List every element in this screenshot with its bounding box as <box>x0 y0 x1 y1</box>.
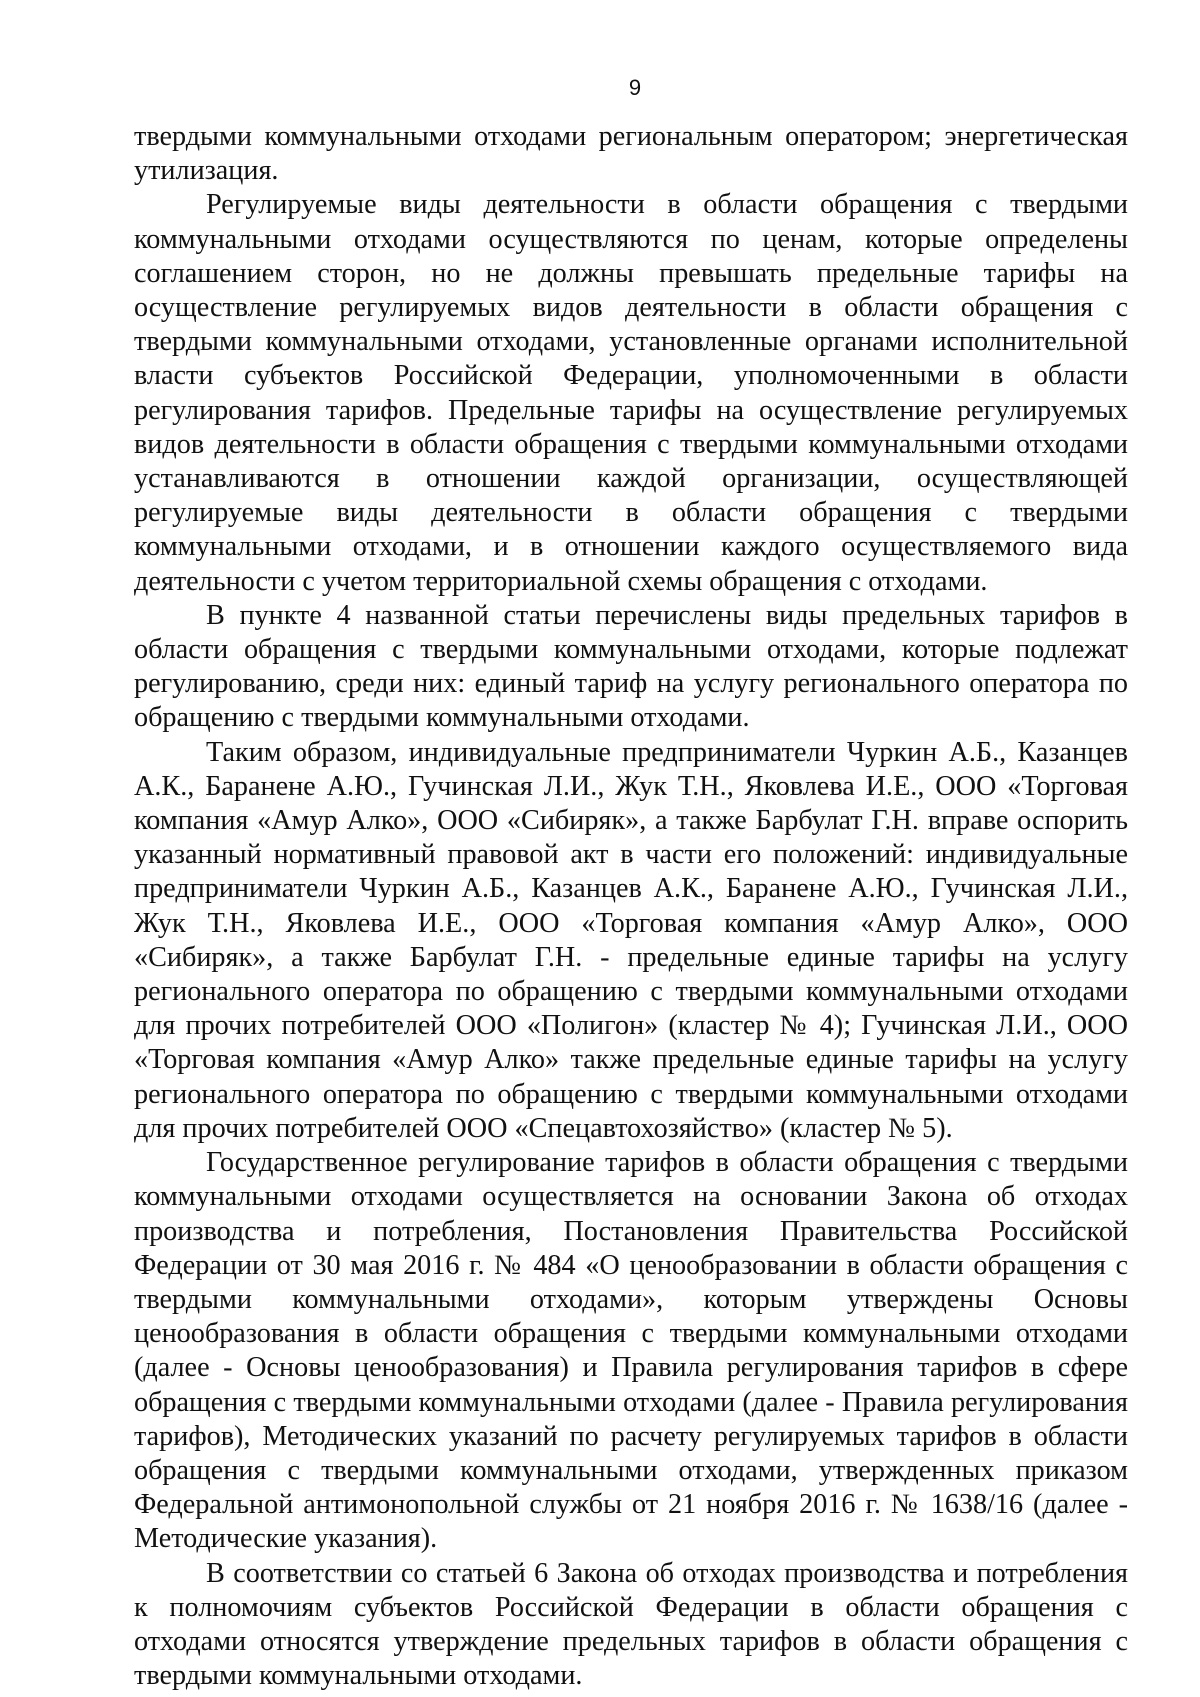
paragraph-continuation: твердыми коммунальными отходами региональным оператором; энергетическая утилизация. <box>134 121 1128 187</box>
document-body <box>134 120 1128 1693</box>
paragraph-article-6: В соответствии со статьей 6 Закона об отходах производства и потребления к полномочиям субъектов Российской Федерации в области обращения с отходами относятся утверждение предельных тарифов в области обращения с твердыми коммунальными отходами. <box>134 1557 1128 1692</box>
page-number: 9 <box>628 75 642 100</box>
paragraph-tariff-types: В пункте 4 названной статьи перечислены виды предельных тарифов в области обращения с твердыми коммунальными отходами, которые подлежат регулированию, среди них: единый тариф на услугу регионального оператора по обращению с твердыми коммунальными отходами. <box>134 599 1128 734</box>
paragraph-entrepreneurs: Таким образом, индивидуальные предприниматели Чуркин А.Б., Казанцев А.К., Баранене А.Ю., Гучинская Л.И., Жук Т.Н., Яковлева И.Е., ООО «Торговая компания «Амур Алко», ООО «Сибиряк», а также Барбулат Г.Н. вправе оспорить указанный нормативный правовой акт в части его положений: индивидуальные предприниматели Чуркин А.Б., Казанцев А.К., Баранене А.Ю., Гучинская Л.И., Жук Т.Н., Яковлева И.Е., ООО «Торговая компания «Амур Алко», ООО «Сибиряк», а также Барбулат Г.Н. - предельные единые тарифы на услугу регионального оператора по обращению с твердыми коммунальными отходами для прочих потребителей ООО «Полигон» (кластер № 4); Гучинская Л.И., ООО «Торговая компания «Амур Алко» также предельные единые тарифы на услугу регионального оператора по обращению с твердыми коммунальными отходами для прочих потребителей ООО «Спецавтохозяйство» (кластер № 5). <box>134 736 1128 1144</box>
paragraph-state-regulation: Государственное регулирование тарифов в области обращения с твердыми коммунальными отходами осуществляется на основании Закона об отходах производства и потребления, Постановления Правительства Российской Федерации от 30 мая 2016 г. № 484 «О ценообразовании в области обращения с твердыми коммунальными отходами», которым утверждены Основы ценообразования в области обращения с твердыми коммунальными отходами (далее - Основы ценообразования) и Правила регулирования тарифов в сфере обращения с твердыми коммунальными отходами (далее - Правила регулирования тарифов), Методических указаний по расчету регулируемых тарифов в области обращения с твердыми коммунальными отходами, утвержденных приказом Федеральной антимонопольной службы от 21 ноября 2016 г. № 1638/16 (далее - Методические указания). <box>134 1147 1128 1555</box>
paragraph-regulated-activities: Регулируемые виды деятельности в области обращения с твердыми коммунальными отходами осуществляются по ценам, которые определены соглашением сторон, но не должны превышать предельные тарифы на осуществление регулируемых видов деятельности в области обращения с твердыми коммунальными отходами, установленные органами исполнительной власти субъектов Российской Федерации, уполномоченными в области регулирования тарифов. Предельные тарифы на осуществление регулируемых видов деятельности в области обращения с твердыми коммунальными отходами устанавливаются в отношении каждой организации, осуществляющей регулируемые виды деятельности в области обращения с твердыми коммунальными отходами, и в отношении каждого осуществляемого вида деятельности с учетом территориальной схемы обращения с отходами. <box>134 189 1128 597</box>
